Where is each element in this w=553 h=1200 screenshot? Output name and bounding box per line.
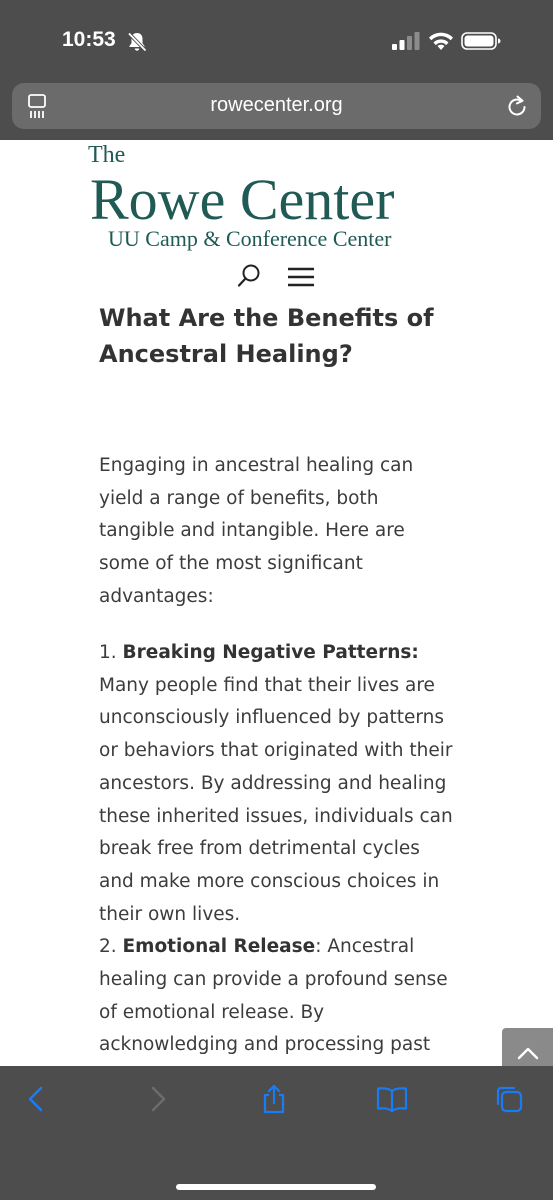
logo-subtitle: UU Camp & Conference Center: [108, 226, 392, 251]
reload-icon[interactable]: [505, 93, 529, 119]
article: [99, 300, 459, 1056]
forward-icon[interactable]: [142, 1084, 172, 1114]
back-icon[interactable]: [22, 1084, 52, 1114]
web-page: [0, 140, 553, 1066]
url-text[interactable]: rowecenter.org: [210, 94, 343, 116]
browser-toolbar: [0, 1066, 553, 1200]
list-item-text: : Ancestral healing can provide a profound sense of emotional release. By acknowledging and processing past: [99, 936, 448, 1056]
bookmarks-icon[interactable]: [376, 1084, 408, 1114]
address-bar[interactable]: [12, 83, 541, 129]
hamburger-menu-icon[interactable]: [287, 266, 315, 288]
list-item-number: 1.: [99, 642, 117, 663]
logo-the: The: [88, 142, 126, 168]
list-item-number: 2.: [99, 936, 117, 958]
battery-icon: [461, 30, 501, 52]
home-indicator: [176, 1184, 376, 1190]
logo-name: Rowe Center: [90, 167, 395, 232]
signal-icon: [392, 32, 420, 50]
benefits-list: [99, 637, 459, 1095]
share-icon[interactable]: [259, 1084, 289, 1114]
browser-top-chrome: [0, 0, 553, 140]
list-item-heading: Breaking Negative Patterns:: [122, 642, 419, 663]
tabs-icon[interactable]: [494, 1084, 524, 1114]
list-item-heading: Emotional Release: [122, 936, 316, 958]
list-item-text: Many people find that their lives are unconsciously influenced by patterns or behaviors that originated with their ancestors. By addressing and healing these inherited issues, individuals can break free from detrimental cycles and make more conscious choices in their own lives.: [99, 674, 453, 925]
site-logo[interactable]: [88, 140, 468, 252]
article-title: What Are the Benefits of Ancestral Healing?: [99, 304, 434, 368]
search-icon[interactable]: [236, 263, 262, 289]
article-intro: Engaging in ancestral healing can yield a range of benefits, both tangible and intangible. Here are some of the most significant advantages:: [99, 455, 414, 607]
status-time: 10:53: [62, 28, 116, 51]
wifi-icon: [428, 30, 454, 52]
bell-slash-icon: [126, 31, 148, 53]
